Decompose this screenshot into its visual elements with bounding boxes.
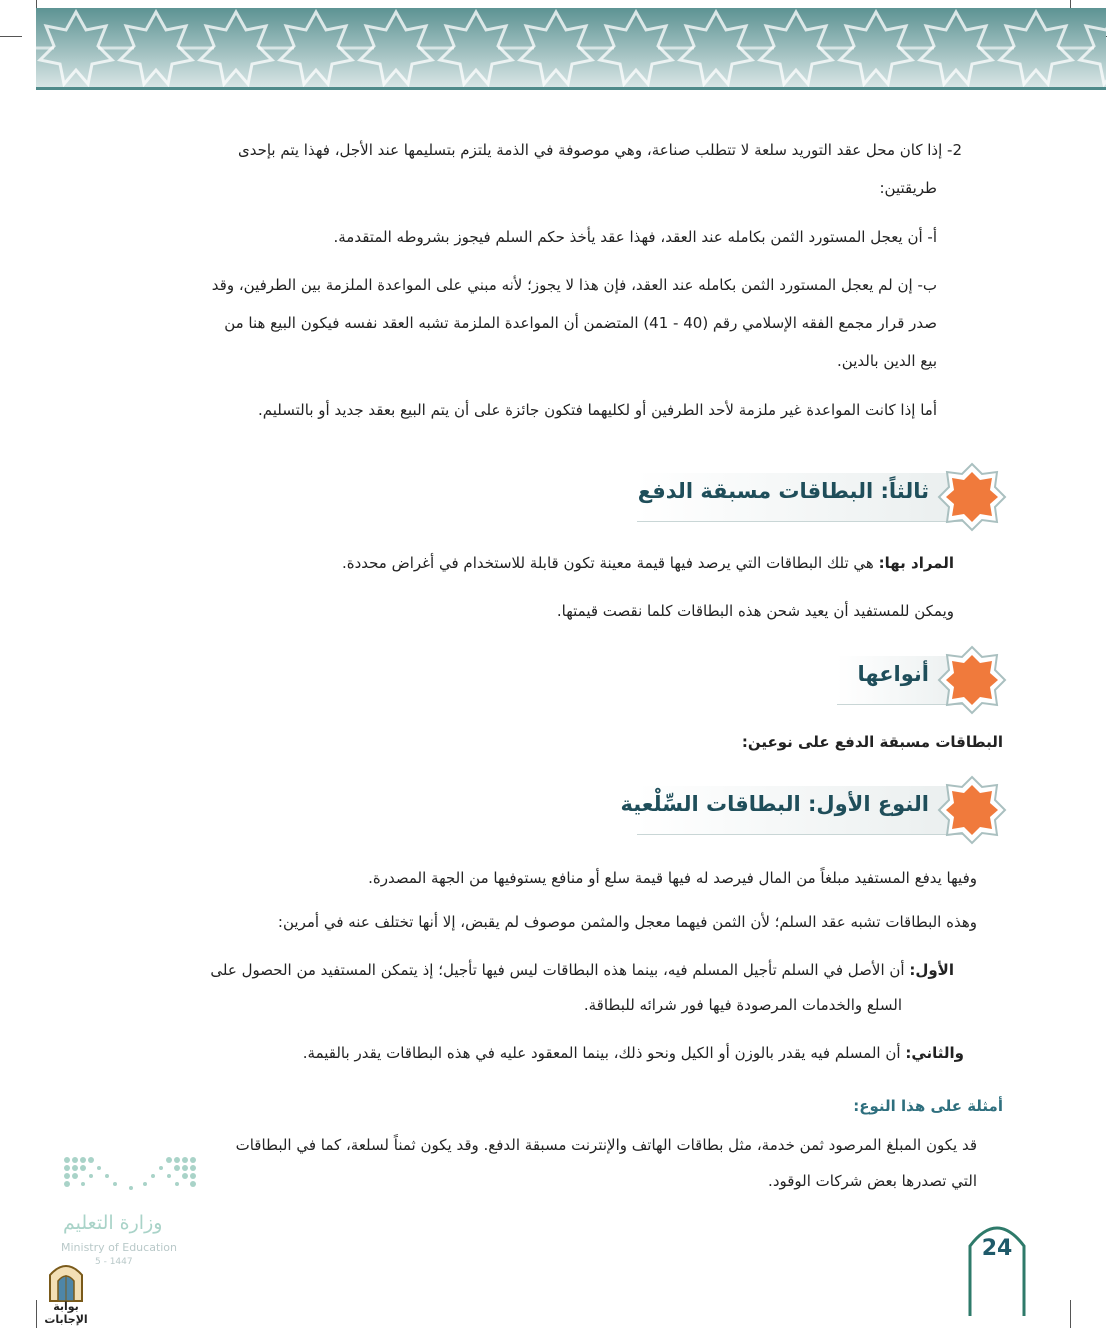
section-title: ثالثاً: البطاقات مسبقة الدفع bbox=[637, 479, 929, 503]
section-heading-prepaid-cards bbox=[627, 462, 1007, 532]
crop-mark bbox=[1070, 1300, 1071, 1328]
edition-year: 5 - 1447 bbox=[95, 1257, 133, 1267]
ministry-name-ar: وزارة التعليم bbox=[63, 1212, 163, 1234]
paragraph-line: أ- أن يعجل المستورد الثمن بكامله عند العقد، فهذا عقد يأخذ حكم السلم فيجوز بشروطه المتقدمة. bbox=[333, 228, 937, 246]
paragraph-line: ب- إن لم يعجل المستورد الثمن بكامله عند العقد، فإن هذا لا يجوز؛ لأنه مبني على المواعدة الملزمة بين الطرفين، وقد bbox=[211, 276, 937, 294]
octagon-badge-icon bbox=[937, 775, 1007, 845]
first-text: أن الأصل في السلم تأجيل المسلم فيه، بينما هذه البطاقات ليس فيها تأجيل؛ إذ يتمكن المستفيد من الحصول على bbox=[210, 961, 910, 979]
paragraph-line: التي تصدرها بعض شركات الوقود. bbox=[768, 1172, 977, 1190]
octagon-badge-icon bbox=[937, 645, 1007, 715]
watermark-text: بوابة الإجابات bbox=[44, 1300, 88, 1326]
paragraph-line: طريقتين: bbox=[879, 179, 937, 197]
definition-text: هي تلك البطاقات التي يرصد فيها قيمة معينة تكون قابلة للاستخدام في أغراض محددة. bbox=[341, 554, 879, 572]
paragraph-line bbox=[303, 1044, 964, 1062]
header-pattern-band bbox=[36, 8, 1106, 88]
types-intro: البطاقات مسبقة الدفع على نوعين: bbox=[741, 733, 1003, 751]
section-heading-types bbox=[827, 645, 1007, 715]
paragraph-line: السلع والخدمات المرصودة فيها فور شرائه للبطاقة. bbox=[583, 996, 902, 1014]
section-title: أنواعها bbox=[857, 662, 929, 686]
ministry-logo bbox=[55, 1150, 215, 1270]
ministry-name-en: Ministry of Education bbox=[61, 1241, 178, 1254]
page-number: 24 bbox=[981, 1236, 1013, 1261]
crop-mark bbox=[0, 36, 22, 37]
definition-line bbox=[342, 554, 954, 572]
paragraph-line: وهذه البطاقات تشبه عقد السلم؛ لأن الثمن فيهما معجل والمثمن موصوف لم يقبض، إلا أنها تختلف عنه في أمرين: bbox=[277, 913, 977, 931]
bawaba-logo-icon bbox=[30, 1255, 102, 1303]
section-heading-first-type bbox=[620, 775, 1007, 845]
section-title: النوع الأول: البطاقات السِّلْعية bbox=[620, 792, 929, 816]
definition-label: المراد بها: bbox=[878, 554, 954, 572]
dots-logo-icon bbox=[55, 1150, 215, 1210]
examples-heading: أمثلة على هذا النوع: bbox=[853, 1097, 1003, 1115]
paragraph-line bbox=[210, 961, 954, 979]
first-label: الأول: bbox=[909, 961, 954, 979]
second-label: والثاني: bbox=[905, 1044, 964, 1062]
paragraph-line: قد يكون المبلغ المرصود ثمن خدمة، مثل بطاقات الهاتف والإنترنت مسبقة الدفع. وقد يكون ثمناً لسلعة، كما في البطاقات bbox=[235, 1136, 977, 1154]
paragraph-line: 2- إذا كان محل عقد التوريد سلعة لا تتطلب صناعة، وهي موصوفة في الذمة يلتزم بتسليمها عند الأجل، فهذا يتم بإحدى bbox=[237, 141, 962, 159]
paragraph-line: وفيها يدفع المستفيد مبلغاً من المال فيرصد له فيها قيمة سلع أو منافع يستوفيها من الجهة المصدرة. bbox=[368, 869, 977, 887]
header-divider bbox=[36, 87, 1106, 90]
page-number-tab bbox=[966, 1216, 1028, 1316]
octagon-badge-icon bbox=[937, 462, 1007, 532]
paragraph-line: بيع الدين بالدين. bbox=[837, 352, 937, 370]
paragraph-line: أما إذا كانت المواعدة غير ملزمة لأحد الطرفين أو لكليهما فتكون جائزة على أن يتم البيع بعقد جديد أو بالتسليم. bbox=[258, 401, 937, 419]
second-text: أن المسلم فيه يقدر بالوزن أو الكيل ونحو ذلك، بينما المعقود عليه في هذه البطاقات يقدر بالقيمة. bbox=[302, 1044, 906, 1062]
paragraph-line: ويمكن للمستفيد أن يعيد شحن هذه البطاقات كلما نقصت قيمتها. bbox=[556, 602, 954, 620]
paragraph-line: صدر قرار مجمع الفقه الإسلامي رقم (40 - 41) المتضمن أن المواعدة الملزمة تشبه العقد نفسه فيكون البيع هنا من bbox=[224, 314, 937, 332]
